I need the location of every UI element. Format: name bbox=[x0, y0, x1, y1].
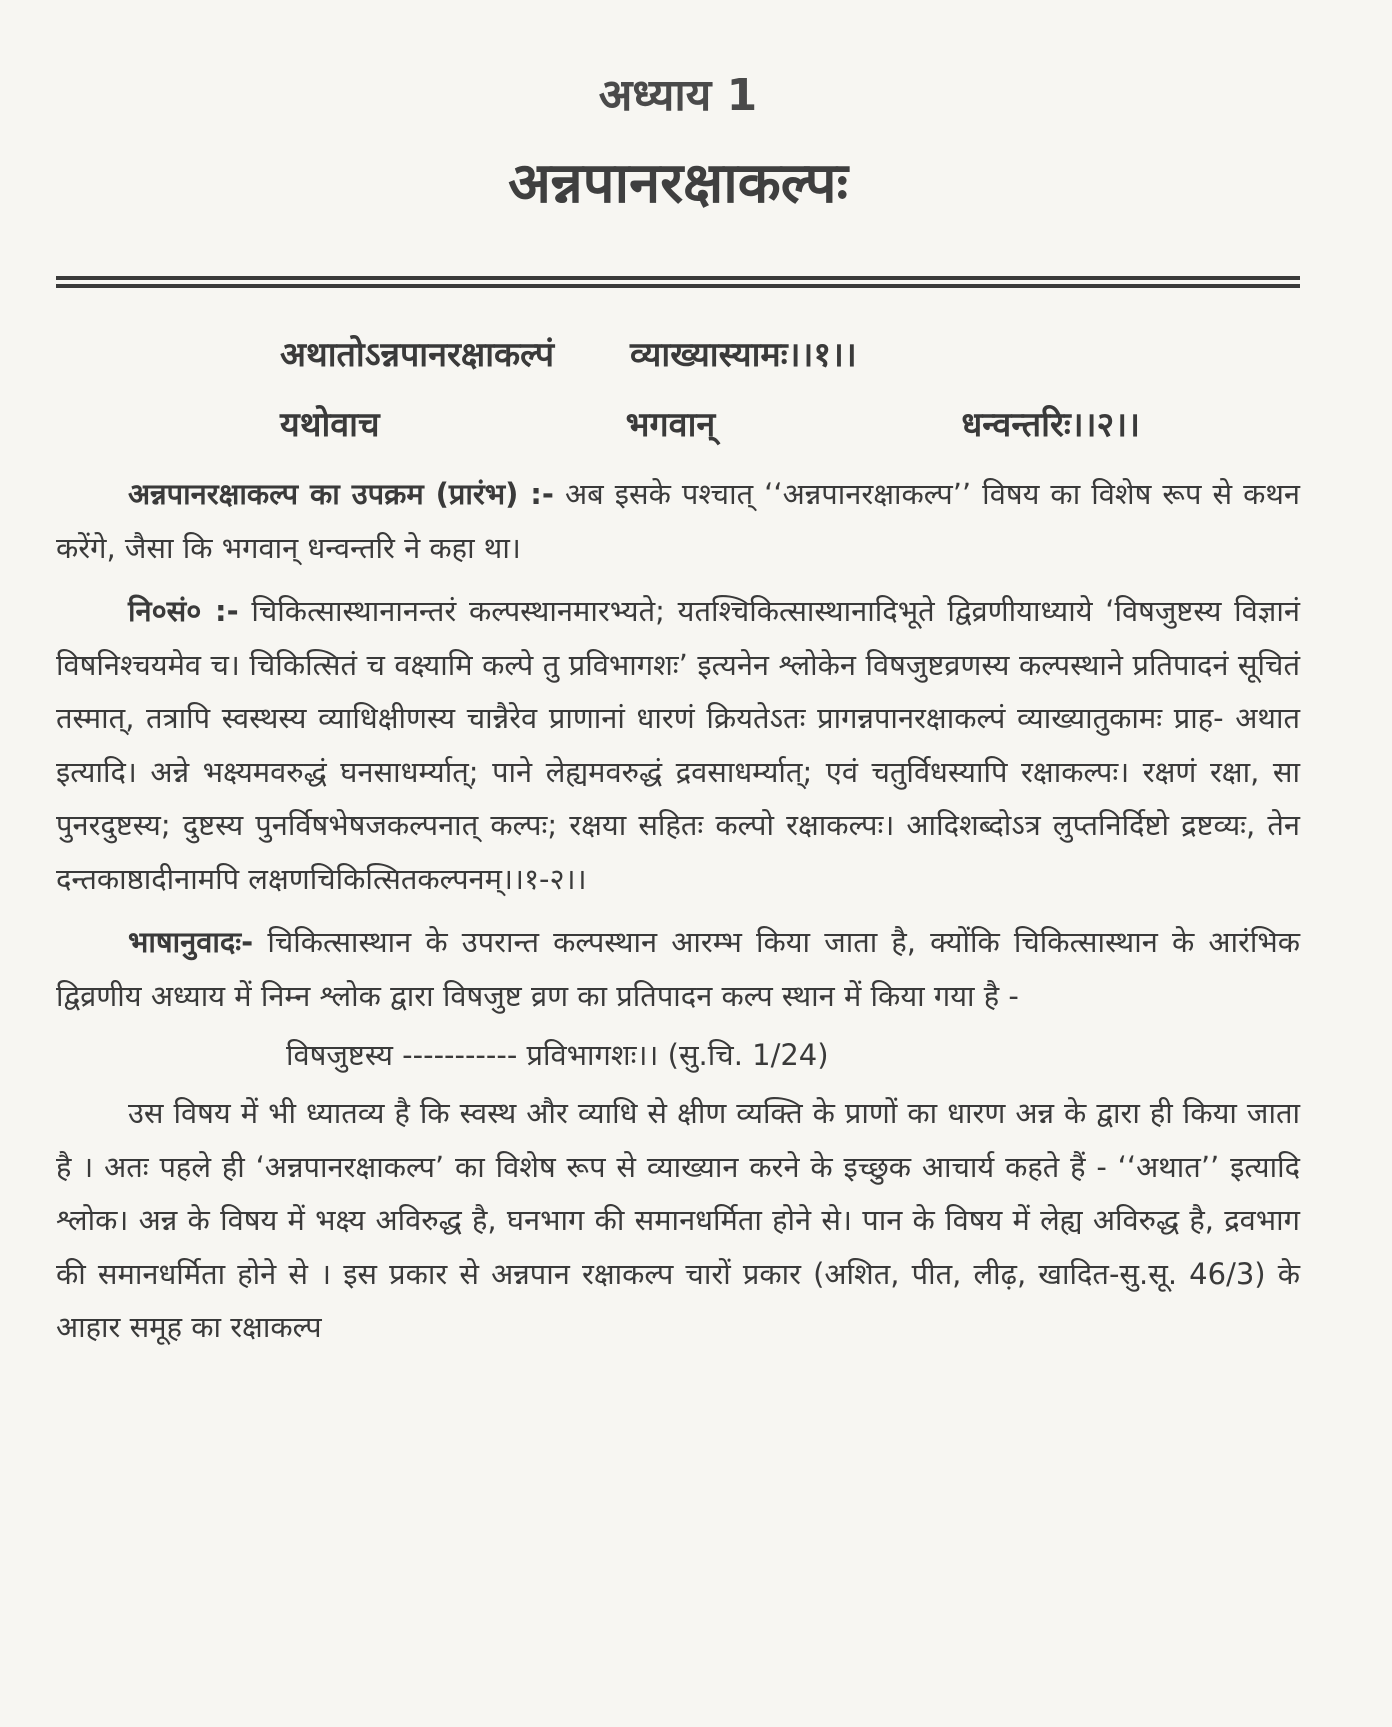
quote-source: (सु.चि. 1/24) bbox=[667, 1038, 829, 1072]
double-rule-divider bbox=[56, 276, 1300, 288]
verse-1-part-a: अथातोऽन्नपानरक्षाकल्पं bbox=[280, 335, 555, 375]
quote-end: प्रविभागशः।। bbox=[526, 1038, 659, 1072]
paragraph-commentary bbox=[56, 585, 1300, 906]
quote-dashes: ----------- bbox=[402, 1038, 518, 1072]
verse-line-2 bbox=[56, 394, 1140, 456]
paragraph-text: चिकित्सास्थानानन्तरं कल्पस्थानमारभ्यते; यतश्चिकित्सास्थानादिभूते द्विव्रणीयाध्याये ‘विषजुष्टस्य विज्ञानं विषनिश्चयमेव च। चिकित्सितं च वक्ष्यामि कल्पे तु प्रविभागशः’ इत्यनेन श्लोकेन विषजुष्टव्रणस्य कल्पस्थाने प्रतिपादनं सूचितं तस्मात्, तत्रापि स्वस्थस्य व्याधिक्षीणस्य चान्नैरेव प्राणानां धारणं क्रियतेऽतः प्रागन्नपानरक्षाकल्पं व्याख्यातुकामः प्राह- अथात इत्यादि। अन्ने भक्ष्यमवरुद्धं घनसाधर्म्यात्; पाने लेह्यमवरुद्धं द्रवसाधर्म्यात्; एवं चतुर्विधस्यापि रक्षाकल्पः। रक्षणं रक्षा, सा पुनरदुष्टस्य; दुष्टस्य पुनर्विषभेषजकल्पनात् कल्पः; रक्षया सहितः कल्पो रक्षाकल्पः। आदिशब्दोऽत्र लुप्तनिर्दिष्टो द्रष्टव्यः, तेन दन्तकाष्ठादीनामपि लक्षणचिकित्सितकल्पनम्।।१-२।। bbox=[56, 594, 1300, 896]
quote-start: विषजुष्टस्य bbox=[286, 1038, 393, 1072]
paragraph-heading: अन्नपानरक्षाकल्प का उपक्रम (प्रारंभ) :- bbox=[128, 477, 554, 511]
verse-2-part-a: यथोवाच bbox=[280, 405, 380, 445]
verse-line-1 bbox=[56, 324, 1300, 386]
document-page bbox=[56, 60, 1300, 1355]
chapter-number: अध्याय 1 bbox=[598, 70, 758, 121]
paragraph-translation bbox=[56, 916, 1300, 1023]
verse-2-part-c: धन्वन्तरिः।।२।। bbox=[961, 405, 1140, 445]
paragraph-upakrama bbox=[56, 468, 1300, 575]
chapter-title: अन्नपानरक्षाकल्पः bbox=[508, 151, 848, 216]
paragraph-text: चिकित्सास्थान के उपरान्त कल्पस्थान आरम्भ किया जाता है, क्योंकि चिकित्सास्थान के आरंभिक द्विव्रणीय अध्याय में निम्न श्लोक द्वारा विषजुष्ट व्रण का प्रतिपादन कल्प स्थान में किया गया है - bbox=[56, 925, 1300, 1013]
paragraph-text: अब इसके पश्चात् ‘‘अन्नपानरक्षाकल्प’’ विषय का विशेष रूप से कथन करेंगे, जैसा कि भगवान् धन्वन्तरि ने कहा था। bbox=[56, 477, 1300, 565]
paragraph-text: उस विषय में भी ध्यातव्य है कि स्वस्थ और व्याधि से क्षीण व्यक्ति के प्राणों का धारण अन्न के द्वारा ही किया जाता है । अतः पहले ही ‘अन्नपानरक्षाकल्प’ का विशेष रूप से व्याख्यान करने के इच्छुक आचार्य कहते हैं - ‘‘अथात’’ इत्यादि श्लोक। अन्न के विषय में भक्ष्य अविरुद्ध है, घनभाग की समानधर्मिता होने से। पान के विषय में लेह्य अविरुद्ध है, द्रवभाग की समानधर्मिता होने से । इस प्रकार से अन्नपान रक्षाकल्प चारों प्रकार (अशित, पीत, लीढ़, खादित-सु.सू. 46/3) के आहार समूह का रक्षाकल्प bbox=[56, 1096, 1300, 1344]
verse-2-part-b: भगवान् bbox=[625, 405, 716, 445]
verse-1-part-b: व्याख्यास्यामः।।१।। bbox=[630, 335, 857, 375]
quoted-verse-reference bbox=[286, 1027, 1300, 1083]
paragraph-explanation bbox=[56, 1087, 1300, 1355]
paragraph-heading: नि०सं० :- bbox=[128, 594, 239, 628]
paragraph-heading: भाषानुवादः- bbox=[128, 925, 254, 959]
